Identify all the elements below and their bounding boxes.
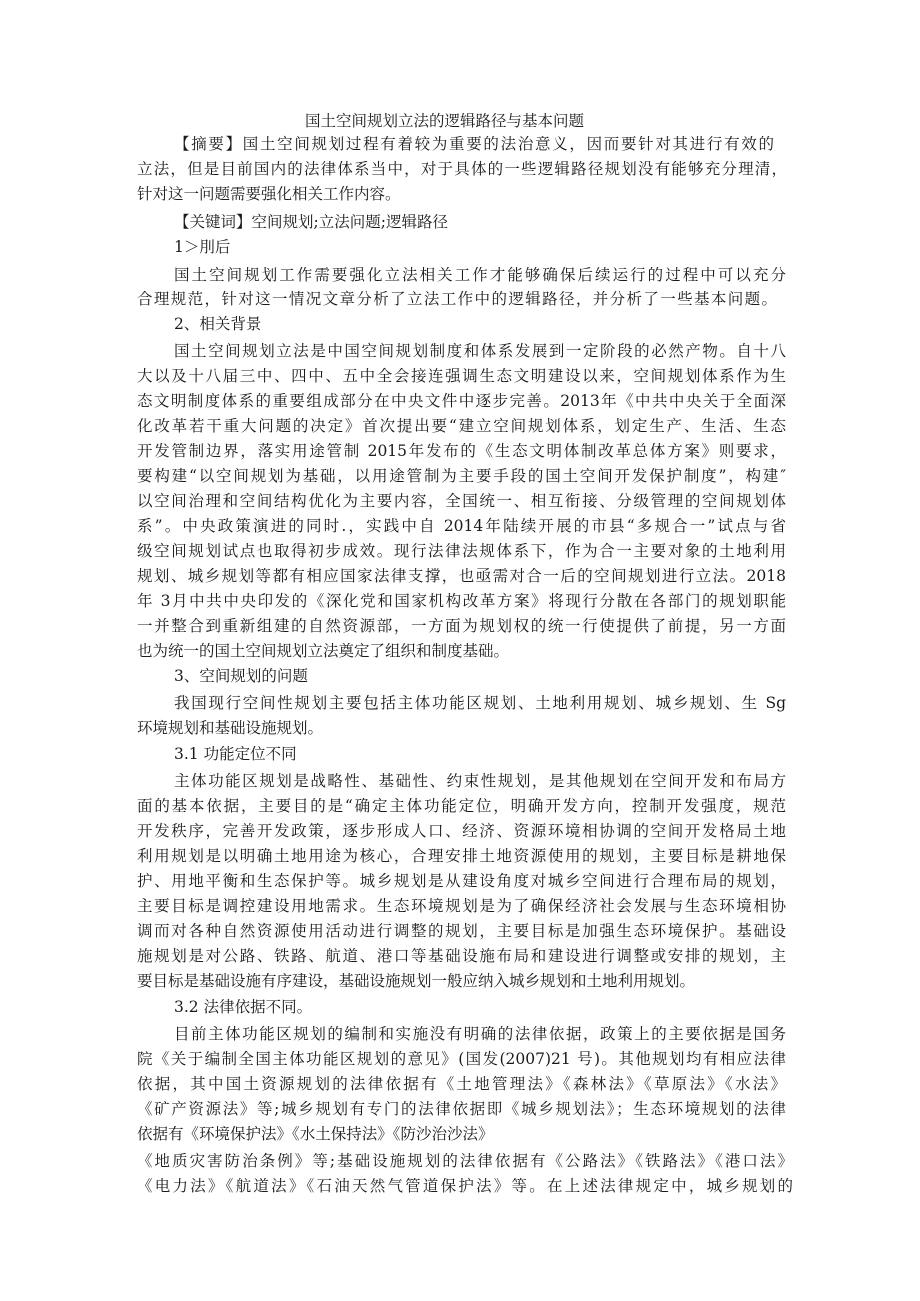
paragraph-line: 大以及十八届三中、四中、五中全会接连强调生态文明建设以来，空间规划体系作为生 (137, 367, 786, 385)
paragraph-line: 态文明制度体系的重要组成部分在中央文件中逐步完善。2013年《中共中央关于全面深 (137, 392, 786, 410)
paragraph-line: 目前主体功能区规划的编制和实施没有明确的法律依据，政策上的主要依据是国务 (174, 1025, 786, 1043)
section-heading: 3、空间规划的问题 (174, 667, 308, 685)
paragraph-line: 一并整合到重新组建的自然资源部，一方面为规划权的统一行使提供了前提，另一方面 (137, 617, 786, 635)
paragraph-line: 调而对各种自然资源使用活动进行调整的规划，主要目标是加强生态环境保护。基础设 (137, 922, 786, 940)
abstract-line: 针对这一问题需要强化相关工作内容。 (137, 185, 401, 203)
paragraph-line: 院《关于编制全国主体功能区规划的意见》(国发(2007)21 号)。其他规划均有相应法律 (137, 1050, 786, 1068)
paragraph-line: 系”。中央政策演进的同时.，实践中自 2014年陆续开展的市县“多规合一”试点与省 (137, 517, 786, 535)
abstract-line: 立法，但是目前国内的法律体系当中，对于具体的一些逻辑路径规划没有能够充分理清， (137, 160, 787, 178)
document-title: 国土空间规划立法的逻辑路径与基本问题 (305, 112, 585, 130)
paragraph-line: 护、用地平衡和生态保护等。城乡规划是从建设角度对城乡空间进行合理布局的规划， (137, 872, 786, 890)
paragraph-line: 《矿产资源法》等;城乡规划有专门的法律依据即《城乡规划法》；生态环境规划的法律 (137, 1100, 786, 1118)
paragraph-line: 规划、城乡规划等都有相应国家法律支撑，也亟需对合一后的空间规划进行立法。2018 (137, 567, 786, 585)
paragraph-line: 国土空间规划立法是中国空间规划制度和体系发展到一定阶段的必然产物。自十八 (174, 342, 786, 360)
subsection-heading: 3.1 功能定位不同 (174, 745, 297, 763)
paragraph-line: 依据有《环境保护法》《水土保持法》《防沙治沙法》 (137, 1125, 494, 1143)
paragraph-line: 开发管制边界，落实用途管制 2015年发布的《生态文明体制改革总体方案》则要求， (137, 442, 786, 460)
abstract-line: 【摘要】国土空间规划过程有着较为重要的法治意义，因而要针对其进行有效的 (174, 135, 774, 153)
paragraph-line: 也为统一的国土空间规划立法奠定了组织和制度基础。 (137, 642, 510, 660)
section-heading: 2、相关背景 (174, 315, 262, 333)
section-heading: 1＞刖后 (174, 238, 231, 256)
paragraph-line: 我国现行空间性规划主要包括主体功能区规划、土地利用规划、城乡规划、生 Sg (174, 694, 786, 712)
paragraph-line: 合理规范，针对这一情况文章分析了立法工作中的逻辑路径，并分析了一些基本问题。 (137, 290, 777, 308)
paragraph-line: 环境规划和基础设施规划。 (137, 719, 324, 737)
paragraph-line: 国土空间规划工作需要强化立法相关工作才能够确保后续运行的过程中可以充分 (174, 266, 786, 284)
paragraph-line: 以空间治理和空间结构优化为主要内容，全国统一、相互衔接、分级管理的空间规划体 (137, 492, 786, 510)
paragraph-line: 要构建“以空间规划为基础，以用途管制为主要手段的国土空间开发保护制度”，构建″ (137, 467, 786, 485)
paragraph-line: 要目标是基础设施有序建设，基础设施规划一般应纳入城乡规划和土地利用规划。 (137, 972, 696, 990)
paragraph-line: 利用规划是以明确土地用途为核心，合理安排土地资源使用的规划，主要目标是耕地保 (137, 847, 786, 865)
paragraph-line: 主要目标是调控建设用地需求。生态环境规划是为了确保经济社会发展与生态环境相协 (137, 897, 786, 915)
paragraph-line: 《地质灾害防治条例》等;基础设施规划的法律依据有《公路法》《铁路法》《港口法》 (137, 1152, 793, 1170)
paragraph-line: 依据，其中国土资源规划的法律依据有《土地管理法》《森林法》《草原法》《水法》 (137, 1075, 786, 1093)
paragraph-line: 年 3月中共中央印发的《深化党和国家机构改革方案》将现行分散在各部门的规划职能 (137, 592, 786, 610)
paragraph-line: 施规划是对公路、铁路、航道、港口等基础设施布局和建设进行调整或安排的规划，主 (137, 947, 786, 965)
keywords-line: 【关键词】空间规划;立法问题;逻辑路径 (174, 213, 448, 231)
paragraph-line: 化改革若干重大问题的决定》首次提出要“建立空间规划体系，划定生产、生活、生态 (137, 417, 786, 435)
paragraph-line: 面的基本依据，主要目的是“确定主体功能定位，明确开发方向，控制开发强度，规范 (137, 797, 786, 815)
paragraph-line: 级空间规划试点也取得初步成效。现行法律法规体系下，作为合一主要对象的土地利用 (137, 542, 786, 560)
paragraph-line: 《电力法》《航道法》《石油天然气管道保护法》等。在上述法律规定中，城乡规划的 (137, 1177, 793, 1195)
subsection-heading: 3.2 法律依据不同。 (174, 998, 313, 1016)
paragraph-line: 开发秩序，完善开发政策，逐步形成人口、经济、资源环境相协调的空间开发格局土地 (137, 822, 786, 840)
paragraph-line: 主体功能区规划是战略性、基础性、约束性规划，是其他规划在空间开发和布局方 (174, 772, 786, 790)
